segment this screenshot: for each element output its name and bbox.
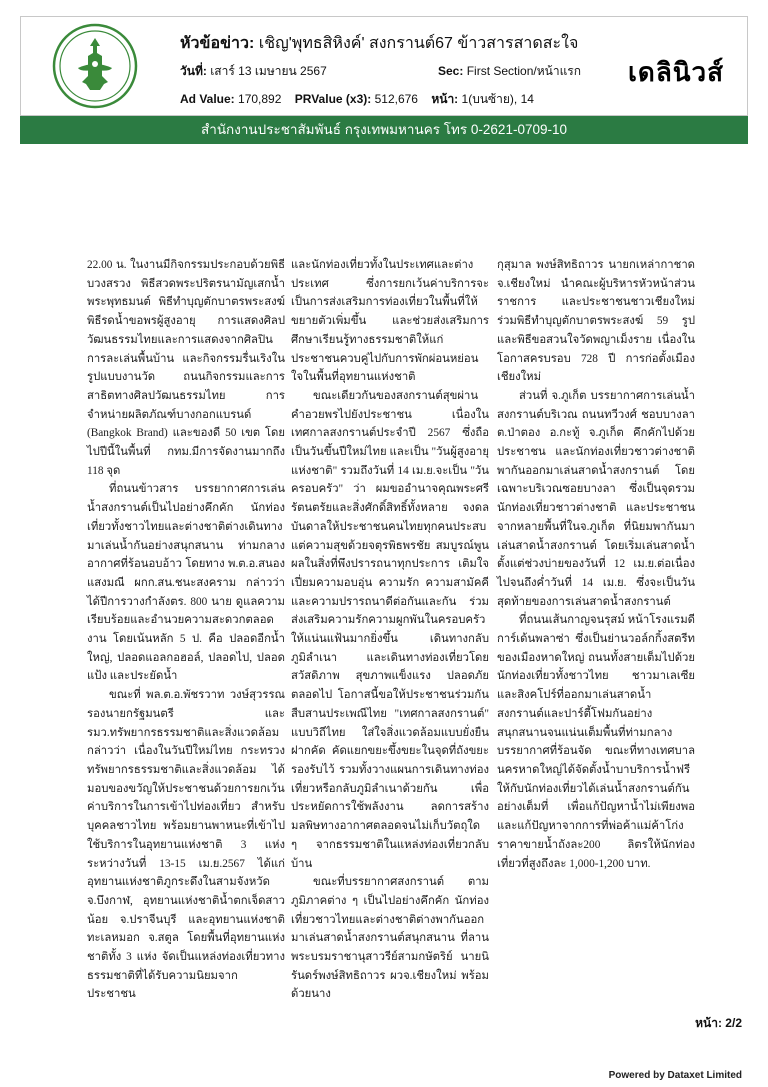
section-field (438, 62, 581, 81)
paragraph: ขณะที่ พล.ต.อ.พัชรวาท วงษ์สุวรรณ รองนายกรัฐมนตรี และรมว.ทรัพยากรธรรมชาติและสิ่งแวดล้อม กล่าวว่า เนื่องในวันปีใหม่ไทย กระทรวงทรัพยากรธรรมชาติและสิ่งแวดล้อม ได้มอบของขวัญให้ประชาชนด้วยการยกเว้นค่าบริการในการเข้าไปท่องเที่ยว สำหรับบุคคลชาวไทย พร้อมยานพาหนะที่เข้าไปใช้บริการในอุทยานแห่งชาติ 3 แห่ง ระหว่างวันที่ 13-15 เม.ย.2567 ได้แก่ อุทยานแห่งชาติภูกระดึงในสามจังหวัด จ.บึงกาฬ, อุทยานแห่งชาติน้ำตกเจ็ดสาวน้อย จ.ปราจีนบุรี และอุทยานแห่งชาติทะเลหมอก จ.สตูล โดยพื้นที่อุทยานแห่งชาติทั้ง 3 แห่ง จัดเป็นแหล่งท่องเที่ยวทางธรรมชาติที่ได้รับความนิยมจากประชาชน (87, 689, 285, 1001)
paragraph: ส่วนที่ จ.ภูเก็ต บรรยากาศการเล่นน้ำสงกรานต์บริเวณ ถนนทวีวงศ์ ชอบบางลา ต.ป่าตอง อ.กะทู้ จ.ภูเก็ต คึกคักไปด้วยประชาชน และนักท่องเที่ยวชาวต่างชาติพากันออกมาเล่นสาดน้ำสงกรานต์ โดยเฉพาะบริเวณซอยบางลา ซึ่งเป็นจุดรวมนักท่องเที่ยวชาวต่างชาติ และประชาชนจากหลายพื้นที่ในจ.ภูเก็ต ที่นิยมพากันมาเล่นสาดน้ำสงกรานต์ โดยเริ่มเล่นสาดน้ำตั้งแต่ช่วงบ่ายของวันที่ 12 เม.ย.ต่อเนื่องไปจนถึงค่ำวันที่ 14 เม.ย. ซึ่งจะเป็นวันสุดท้ายของการเล่นสาดน้ำสงกรานต์ (497, 389, 695, 608)
paragraph: และนักท่องเที่ยวทั้งในประเทศและต่างประเทศ ซึ่งการยกเว้นค่าบริการจะเป็นการส่งเสริมการท่องเที่ยวในพื้นที่ให้ขยายตัวเพิ่มขึ้น และช่วยส่งเสริมการศึกษาเรียนรู้ทางธรรมชาติให้แก่ประชาชนควบคู่ไปกับการพักผ่อนหย่อนใจในพื้นที่อุทยานแห่งชาติ (291, 259, 489, 384)
ad-value-label: Ad Value: (180, 92, 235, 106)
value-row (180, 90, 534, 109)
page-value: 1(บนซ้าย), 14 (461, 92, 534, 106)
headline-row (180, 31, 578, 56)
paragraph: ที่ถนนข้าวสาร บรรยากาศการเล่นน้ำสงกรานต์เป็นไปอย่างคึกคัก นักท่องเที่ยวทั้งชาวไทยและต่างชาติต่างเดินทางมาเล่นน้ำกันอย่างสนุกสนาน ท่ามกลางอากาศที่ร้อนอบอ้าว โดยทาง พ.ต.อ.สนอง แสงมณี ผกก.สน.ชนะสงคราม กล่าวว่า ได้ปีการวางกำลังตร. 800 นาย ดูแลความเรียบร้อยและอำนวยความสะดวกตลอดงาน โดยเน้นหลัก 5 ป. คือ ปลอดอีกน้ำใหญ่, ปลอดแอลกอฮอล์, ปลอดไป, ปลอดแป้ง และประยัดน้ำ (87, 483, 285, 683)
article-column-2 (291, 256, 489, 1001)
powered-by-text: Powered by Dataxet Limited (608, 1070, 742, 1081)
page-number: หน้า: 2/2 (695, 1016, 742, 1030)
date-label: วันที่: (180, 64, 207, 78)
article-body (87, 256, 695, 1001)
date-value: เสาร์ 13 เมษายน 2567 (210, 64, 327, 78)
ad-value: 170,892 (238, 92, 282, 106)
pr-value-label: PRValue (x3): (294, 92, 372, 106)
date-row (180, 62, 590, 81)
contact-banner: สำนักงานประชาสัมพันธ์ กรุงเทพมหานคร โทร 0-2621-0709-10 (20, 116, 748, 144)
paragraph: ที่ถนนเส้นกาญจนรุสม์ หน้าโรงแรมดีการ์เด้นพลาซ่า ซึ่งเป็นย่านวอล์กกิ้งสตรีทของเมืองหาดใหญ่ ถนนทั้งสายเต็มไปด้วยนักท่องเที่ยวทั้งชาวไทย ชาวมาเลเซีย และสิงคโปร์ที่ออกมาเล่นสาดน้ำสงกรานต์และปาร์ตี้โฟมกันอย่างสนุกสนานจนแน่นเต็มพื้นที่ท่ามกลางบรรยากาศที่ร้อนจัด ขณะที่ทางเทศบาลนครหาดใหญ่ได้จัดตั้งน้ำบาบริการน้ำฟรีให้กับนักท่องเที่ยวได้เล่นน้ำสงกรานต์กันอย่างเต็มที่ เพื่อแก้ปัญหาน้ำไม่เพียงพอและแก้ปัญหาจากการที่พ่อค้าแม่ค้าโก่งราคาขายน้ำถังละ200 ลิตรให้นักท่องเที่ยวที่สูงถึงละ 1,000-1,200 บาท. (497, 614, 695, 870)
paragraph: กุสุมาล พงษ์สิทธิถาวร นายกเหล่ากาชาดจ.เชียงใหม่ นำคณะผู้บริหารหัวหน้าส่วนราชการ และประชาชนชาวเชียงใหม่ ร่วมพิธีทำบุญตักบาตรพระสงฆ์ 59 รูป และพิธีขอสวนใจวัดพญาเม็งราย เนื่องในโอกาสครบรอบ 728 ปี การก่อตั้งเมืองเชียงใหม่ (497, 259, 695, 384)
paragraph: ขณะเดียวกันของสงกรานต์สุขผ่านคำอวยพรไปยังประชาชน เนื่องในเทศกาลสงกรานต์ประจำปี 2567 ซึ่งถือเป็นวันขึ้นปีใหม่ไทย และเป็น "วันผู้สูงอายุแห่งชาติ" รวมถึงวันที่ 14 เม.ย.จะเป็น "วันครอบครัว" ว่า ผมขออำนาจคุณพระศรีรัตนตรัยและสิ่งศักดิ์สิทธิ์ทั้งหลาย จงดลบันดาลให้ประชาชนคนไทยทุกคนประสบแต่ความสุขด้วยจตุรพิธพรชัย สมบูรณ์พูนผลในสิ่งที่พึงปรารถนาทุกประการ เติมใจเปี่ยมความอบอุ่น ความรัก ความสามัคคี และความปรารถนาดีต่อกันและกัน ร่วมส่งเสริมความรักความผูกพันในครอบครัวให้แน่นแฟ้นมากยิ่งขึ้น เดินทางกลับภูมิลำเนา และเดินทางท่องเที่ยวโดยสวัสดิภาพ สุขภาพแข็งแรง ปลอดภัยตลอดไป โอกาสนี้ขอให้ประชาชนร่วมกันสืบสานประเพณีไทย "เทศกาลสงกรานต์" แบบวิถีไทย ใส่ใจสิ่งแวดล้อมแบบยั่งยืน ฝากคัด คัดแยกขยะขึ้งขยะในจุดที่ถังขยะรองรับไว้ รวมทั้งวางแผนการเดินทางท่องเที่ยวหรือกลับภูมิลำเนาด้วยกัน เพื่อประหยัดการใช้พลังงาน ลดการสร้างมลพิษทางอากาศตลอดจนไม่เก็บวัตถุใด ๆ จากธรรมชาติในแหล่งท่องเที่ยวกลับบ้าน (291, 389, 489, 870)
paragraph: 22.00 น. ในงานมีกิจกรรมประกอบด้วยพิธีบวงสรวง พิธีสวดพระปริตรนามัญเสกน้ำพระพุทธมนต์ พิธีทำบุญตักบาตรพระสงฆ์ พิธีรดน้ำขอพรผู้สูงอายุ การแสดงศิลปวัฒนธรรมไทยและการแสดงจากศิลปินการละเล่นพื้นบ้าน และกิจกรรมรื่นเริงในรูปแบบงานวัด ถนนกิจกรรมและการสาธิตทางศิลปวัฒนธรรมไทย การจำหน่ายผลิตภัณฑ์บางกอกแบรนด์ (Bangkok Brand) และของดี 50 เขต โดยไปปีนี้ในพื้นที่ กทม.มีการจัดงานมากถึง 118 จุด (87, 259, 285, 477)
clipping-meta (180, 20, 580, 116)
pr-value: 512,676 (374, 92, 418, 106)
paragraph: ขณะที่บรรยากาศสงกรานต์ ตามภูมิภาคต่าง ๆ เป็นไปอย่างคึกคัก นักท่องเที่ยวชาวไทยและต่างชาติต่างพากันออกมาเล่นสาดน้ำสงกรานต์สนุกสนาน ที่ลานพระบรมราชานุสาวรีย์สามกษัตริย์ นายนิรันดร์พงษ์สิทธิถาวร ผวจ.เชียงใหม่ พร้อมด้วยนาง (291, 876, 489, 1001)
bangkok-seal-icon (30, 20, 160, 113)
section-label: Sec: (438, 64, 464, 78)
headline-label: หัวข้อข่าว: (180, 35, 255, 52)
headline-text: เชิญ'พุทธสิหิงค์' สงกรานต์67 ข้าวสารสาดสะใจ (258, 35, 579, 52)
article-column-1 (87, 256, 285, 1001)
page-label: หน้า: (431, 92, 459, 106)
publication-logo: เดลินิวส์ (628, 58, 724, 88)
section-value: First Section/หน้าแรก (466, 64, 582, 78)
article-column-3 (497, 256, 695, 886)
